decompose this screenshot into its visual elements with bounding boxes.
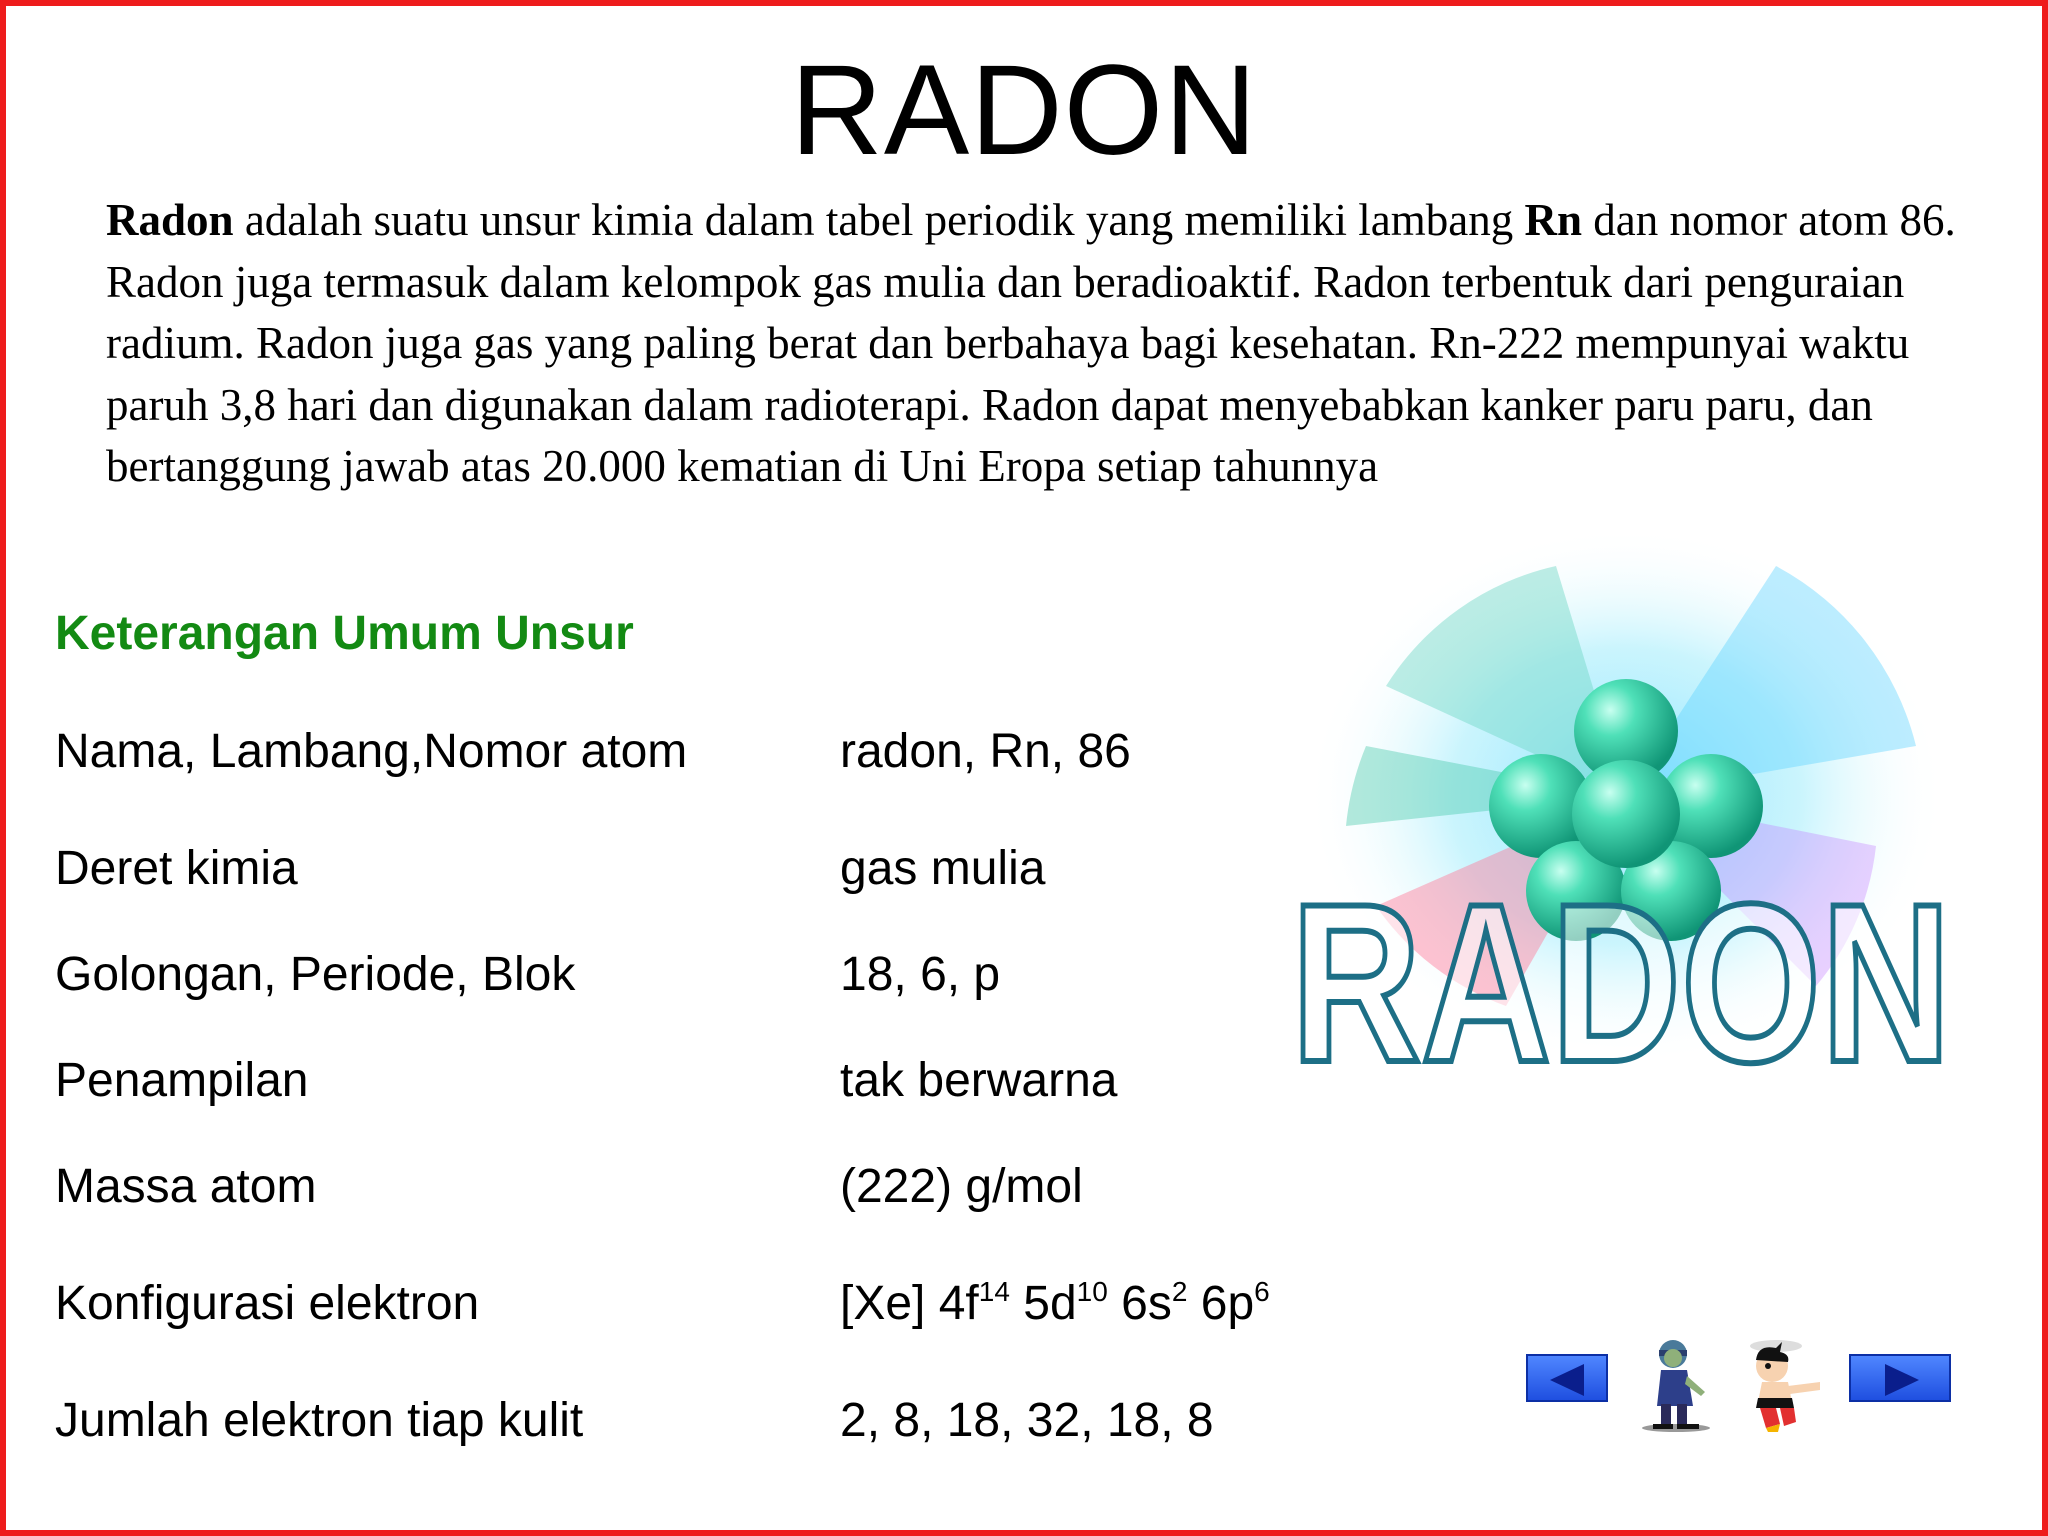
previous-slide-button[interactable]: [1526, 1354, 1608, 1402]
arrow-left-icon: [1528, 1356, 1610, 1404]
config-part: 5d: [1009, 1277, 1077, 1330]
zombie-character-icon[interactable]: [1631, 1336, 1721, 1432]
property-label: Massa atom: [55, 1160, 317, 1213]
logo-text: RADON: [1291, 856, 1951, 1109]
config-superscript: 2: [1171, 1276, 1188, 1307]
section-heading: Keterangan Umum Unsur: [55, 607, 634, 660]
property-label: Konfigurasi elektron: [55, 1277, 480, 1330]
property-row: [55, 1391, 1355, 1451]
property-label: Jumlah elektron tiap kulit: [55, 1394, 584, 1447]
property-value: radon, Rn, 86: [840, 725, 1131, 778]
intro-element-symbol: Rn: [1524, 195, 1583, 245]
property-value: (222) g/mol: [840, 1160, 1083, 1213]
property-row: [55, 1157, 1355, 1217]
property-value: tak berwarna: [840, 1054, 1118, 1107]
property-row: [55, 839, 1355, 899]
intro-element-name: Radon: [106, 195, 234, 245]
property-label: Nama, Lambang,Nomor atom: [55, 725, 688, 778]
property-label: Deret kimia: [55, 842, 298, 895]
property-row: [55, 1051, 1355, 1111]
property-row: [55, 722, 1355, 782]
config-superscript: 6: [1254, 1276, 1270, 1307]
intro-text-1: adalah suatu unsur kimia dalam tabel periodik yang memiliki lambang: [233, 195, 1525, 245]
config-part: 6p: [1187, 1277, 1255, 1330]
property-value: 2, 8, 18, 32, 18, 8: [840, 1394, 1214, 1447]
nucleus-sphere: [1572, 760, 1680, 868]
astro-boy-character-icon[interactable]: [1736, 1336, 1826, 1432]
page-title: RADON: [790, 39, 1258, 182]
property-row: [55, 945, 1355, 1005]
radon-atom-logo-icon: [1256, 526, 1976, 1126]
property-label: Golongan, Periode, Blok: [55, 948, 576, 1001]
intro-text-2: dan nomor atom 86. Radon juga termasuk dalam kelompok gas mulia dan beradioaktif. Radon terbentuk dari penguraian radium. Radon juga gas yang paling berat dan berbahaya bagi kesehatan. Rn-222 mempunyai waktu paruh 3,8 hari dan digunakan dalam radioterapi. Radon dapat menyebabkan kanker paru paru, dan bertanggung jawab atas 20.000 kematian di Uni Eropa setiap tahunnya: [106, 195, 1956, 491]
intro-paragraph: [106, 190, 2006, 498]
property-label: Penampilan: [55, 1054, 309, 1107]
config-superscript: 14: [978, 1276, 1010, 1307]
property-value: gas mulia: [840, 842, 1046, 895]
arrow-right-icon: [1851, 1356, 1953, 1404]
next-slide-button[interactable]: [1849, 1354, 1951, 1402]
property-value: 18, 6, p: [840, 948, 1001, 1001]
config-part: 6s: [1107, 1277, 1172, 1330]
config-superscript: 10: [1076, 1276, 1108, 1307]
electron-configuration-value: [840, 1274, 1270, 1334]
config-part: [Xe] 4f: [840, 1277, 979, 1330]
property-row: [55, 1274, 1355, 1334]
